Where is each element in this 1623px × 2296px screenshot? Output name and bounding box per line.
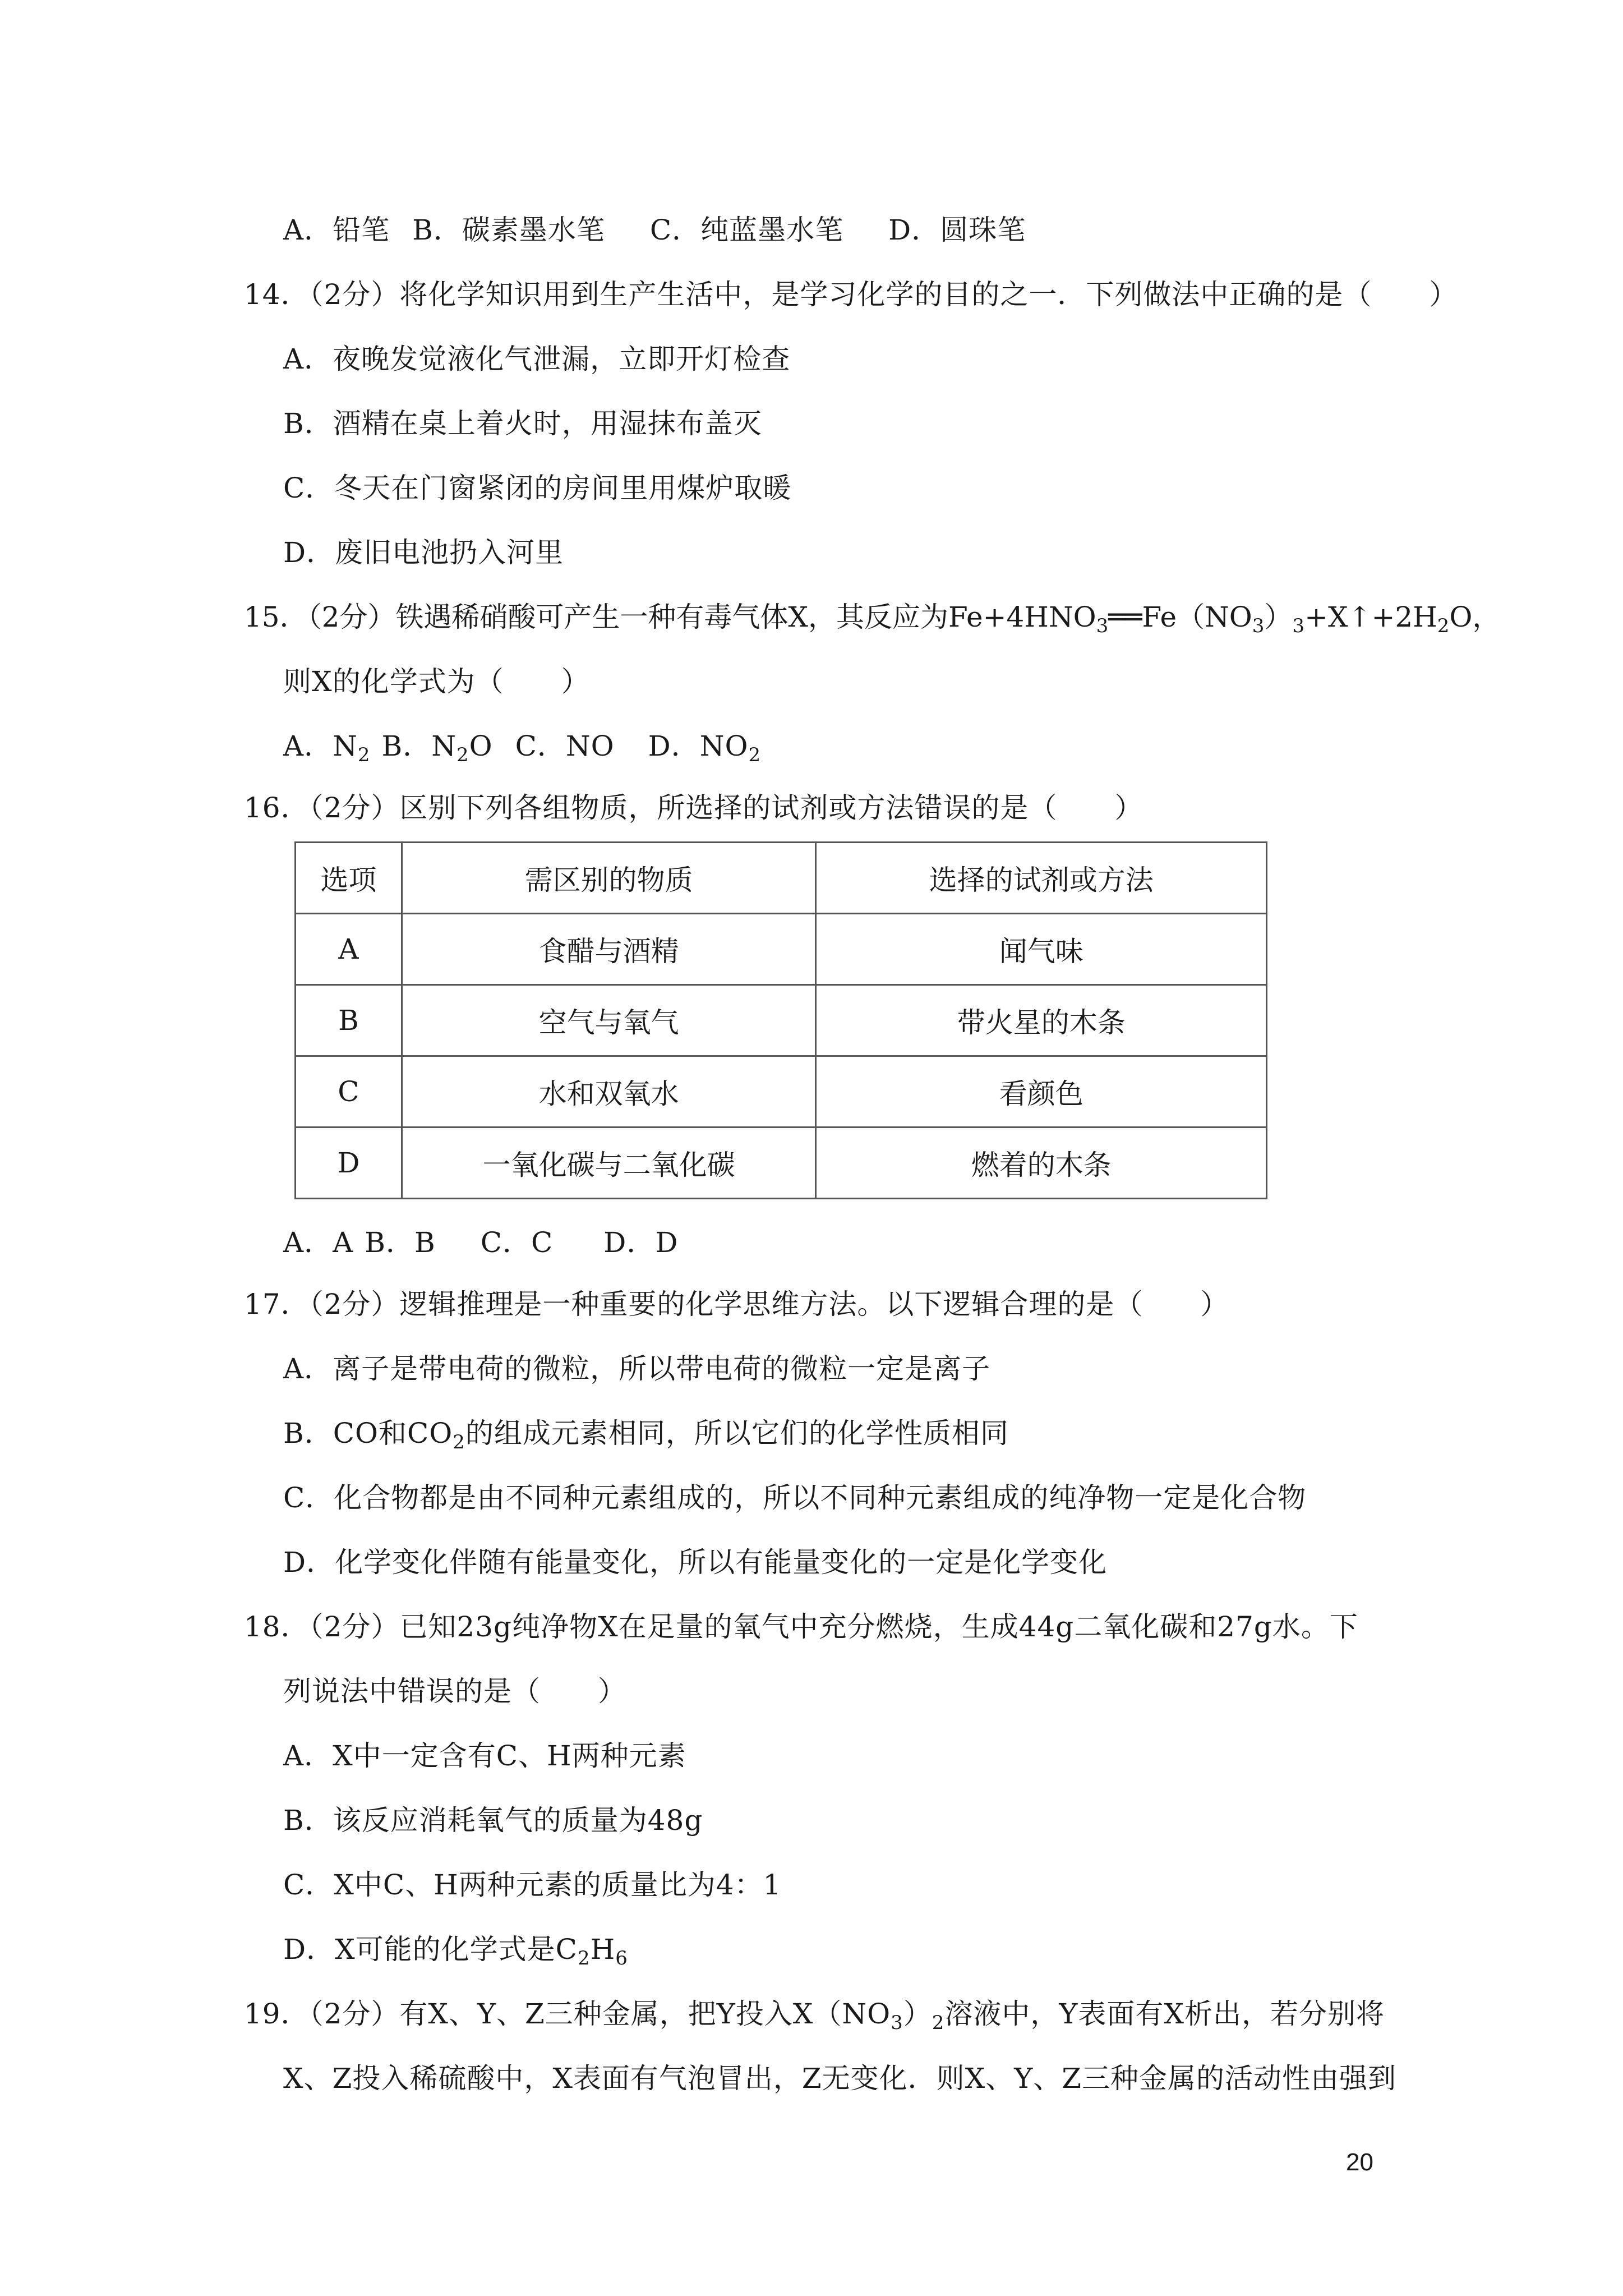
- q15-stem-end: O，: [1449, 601, 1501, 633]
- q14-option-b: B．酒精在桌上着火时，用湿抹布盖灭: [283, 407, 762, 440]
- table-cell: 看颜色: [816, 1056, 1267, 1128]
- q15-stem-mid3: +X↑+2H: [1304, 601, 1437, 633]
- q18-stem-line2: 列说法中错误的是（ ）: [283, 1675, 626, 1708]
- table-cell: 燃着的木条: [816, 1128, 1267, 1199]
- q15-sub: 2: [1437, 615, 1450, 637]
- q16-option-d: D．D: [603, 1226, 679, 1259]
- q16-option-a: A．A: [283, 1226, 354, 1259]
- page-number: 20: [1346, 2148, 1373, 2176]
- q17-option-a: A．离子是带电荷的微粒，所以带电荷的微粒一定是离子: [283, 1352, 991, 1385]
- q17-option-d: D．化学变化伴随有能量变化，所以有能量变化的一定是化学变化: [283, 1546, 1108, 1579]
- q18-option-d: D．X可能的化学式是$C_2H_6$: [283, 1933, 628, 1970]
- q15-stem-mid: ══Fe（NO: [1108, 601, 1252, 633]
- q16-table: [294, 841, 1267, 1199]
- q16-options: [283, 1223, 678, 1262]
- q18-option-c: C．X中C、H两种元素的质量比为4：1: [283, 1869, 782, 1901]
- q15-option-d: D．$NO_2$: [648, 730, 762, 766]
- table-row: [296, 1128, 1267, 1199]
- table-cell: 带火星的木条: [816, 985, 1267, 1056]
- q16-stem: 16．（2分）区别下列各组物质，所选择的试剂或方法错误的是（ ）: [244, 792, 1144, 824]
- q13-option-b: B．碳素墨水笔: [412, 214, 605, 246]
- table-row: [296, 985, 1267, 1056]
- q17-option-b: B．CO和$CO_2$的组成元素相同，所以它们的化学性质相同: [283, 1417, 1009, 1453]
- table-cell: 闻气味: [816, 914, 1267, 985]
- q15-options: [283, 726, 761, 766]
- q14-stem: 14．（2分）将化学知识用到生产生活中，是学习化学的目的之一．下列做法中正确的是（ ）: [244, 278, 1458, 311]
- q15-stem-line1: [244, 597, 1500, 637]
- q15-option-c: C．NO: [515, 730, 615, 762]
- q18-option-b: B．该反应消耗氧气的质量为48g: [283, 1804, 703, 1837]
- table-cell: 水和双氧水: [402, 1056, 816, 1128]
- q13-options: [283, 210, 1026, 250]
- table-cell: D: [296, 1128, 402, 1199]
- table-row: [296, 1056, 1267, 1128]
- q16-option-b: B．B: [365, 1226, 436, 1259]
- q14-option-a: A．夜晚发觉液化气泄漏，立即开灯检查: [283, 343, 791, 375]
- q15-option-b: B．$N_2O$: [381, 730, 493, 766]
- q15-sub: 3: [1252, 615, 1265, 637]
- q13-option-a: A．铅笔: [283, 214, 390, 246]
- q15-stem-mid2: ）: [1264, 601, 1293, 633]
- q15-sub: 3: [1096, 615, 1109, 637]
- table-header-cell: 需区别的物质: [402, 843, 816, 914]
- q17-stem: 17．（2分）逻辑推理是一种重要的化学思维方法。以下逻辑合理的是（ ）: [244, 1288, 1229, 1320]
- table-header-cell: 选项: [296, 843, 402, 914]
- q18-option-a: A．X中一定含有C、H两种元素: [283, 1740, 686, 1772]
- q15-stem-prefix: 15．（2分）铁遇稀硝酸可产生一种有毒气体X，其反应为Fe+4HNO: [244, 601, 1096, 633]
- table-cell: C: [296, 1056, 402, 1128]
- q15-option-a: A．$N_2$: [283, 730, 371, 766]
- q13-option-d: D．圆珠笔: [888, 214, 1026, 246]
- table-header-row: [296, 843, 1267, 914]
- q18-stem-line1: 18．（2分）已知23g纯净物X在足量的氧气中充分燃烧，生成44g二氧化碳和27g水。下: [244, 1611, 1358, 1643]
- q15-sub: 3: [1292, 615, 1305, 637]
- table-cell: 食醋与酒精: [402, 914, 816, 985]
- table-row: [296, 914, 1267, 985]
- q16-option-c: C．C: [480, 1226, 554, 1259]
- q17-option-c: C．化合物都是由不同种元素组成的，所以不同种元素组成的纯净物一定是化合物: [283, 1481, 1307, 1514]
- table-header-cell: 选择的试剂或方法: [816, 843, 1267, 914]
- table-cell: 空气与氧气: [402, 985, 816, 1056]
- q14-option-d: D．废旧电池扔入河里: [283, 536, 564, 569]
- table-cell: 一氧化碳与二氧化碳: [402, 1128, 816, 1199]
- table-cell: A: [296, 914, 402, 985]
- q14-option-c: C．冬天在门窗紧闭的房间里用煤炉取暖: [283, 472, 792, 504]
- q19-stem-line1: 19．（2分）有X、Y、Z三种金属，把Y投入$X(NO_3)_2$溶液中，Y表面有X析出，若分别将: [244, 1998, 1385, 2034]
- q19-stem-line2: X、Z投入稀硫酸中，X表面有气泡冒出，Z无变化．则X、Y、Z三种金属的活动性由强到: [283, 2062, 1397, 2095]
- table-cell: B: [296, 985, 402, 1056]
- q15-stem-line2: 则X的化学式为（ ）: [283, 665, 590, 698]
- q13-option-c: C．纯蓝墨水笔: [649, 214, 844, 246]
